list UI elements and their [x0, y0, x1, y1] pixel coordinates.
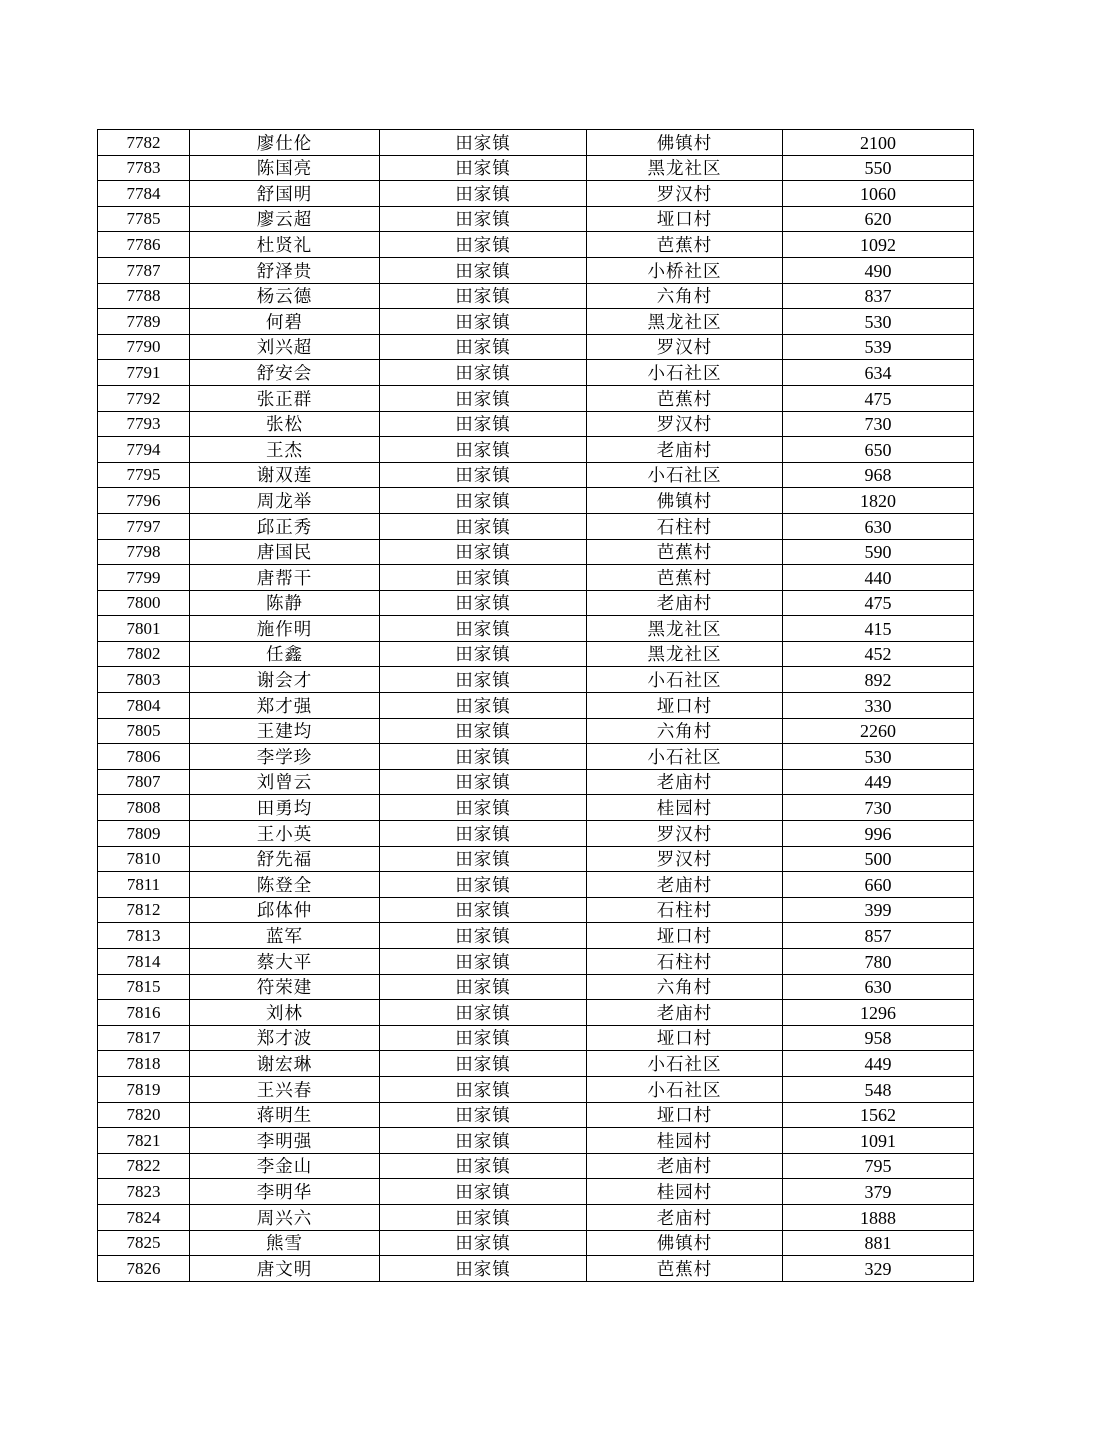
- village-cell: 六角村: [587, 718, 783, 744]
- row-number-cell: 7824: [98, 1204, 190, 1230]
- row-number-cell: 7794: [98, 437, 190, 463]
- town-cell: 田家镇: [380, 897, 587, 923]
- person-name-cell: 施作明: [190, 616, 380, 642]
- person-name-cell: 郑才强: [190, 693, 380, 719]
- town-cell: 田家镇: [380, 949, 587, 975]
- table-row: [98, 1230, 974, 1256]
- village-cell: 老庙村: [587, 437, 783, 463]
- town-cell: 田家镇: [380, 718, 587, 744]
- table-row: [98, 1000, 974, 1026]
- amount-cell: 530: [783, 309, 974, 335]
- village-cell: 佛镇村: [587, 1230, 783, 1256]
- town-cell: 田家镇: [380, 693, 587, 719]
- row-number-cell: 7816: [98, 1000, 190, 1026]
- person-name-cell: 刘林: [190, 1000, 380, 1026]
- table-row: [98, 513, 974, 539]
- amount-cell: 500: [783, 846, 974, 872]
- table-row: [98, 411, 974, 437]
- person-name-cell: 李学珍: [190, 744, 380, 770]
- village-cell: 罗汉村: [587, 181, 783, 207]
- amount-cell: 475: [783, 385, 974, 411]
- amount-cell: 660: [783, 872, 974, 898]
- table-row: [98, 693, 974, 719]
- table-row: [98, 1256, 974, 1282]
- town-cell: 田家镇: [380, 513, 587, 539]
- town-cell: 田家镇: [380, 1256, 587, 1282]
- town-cell: 田家镇: [380, 1025, 587, 1051]
- table-row: [98, 769, 974, 795]
- amount-cell: 630: [783, 513, 974, 539]
- town-cell: 田家镇: [380, 437, 587, 463]
- row-number-cell: 7796: [98, 488, 190, 514]
- amount-cell: 440: [783, 565, 974, 591]
- village-cell: 芭蕉村: [587, 385, 783, 411]
- row-number-cell: 7791: [98, 360, 190, 386]
- village-cell: 六角村: [587, 974, 783, 1000]
- row-number-cell: 7798: [98, 539, 190, 565]
- village-cell: 垭口村: [587, 1102, 783, 1128]
- town-cell: 田家镇: [380, 206, 587, 232]
- row-number-cell: 7818: [98, 1051, 190, 1077]
- village-cell: 老庙村: [587, 590, 783, 616]
- table-row: [98, 616, 974, 642]
- town-cell: 田家镇: [380, 309, 587, 335]
- person-name-cell: 周龙举: [190, 488, 380, 514]
- table-row: [98, 539, 974, 565]
- roster-table-body: [98, 130, 974, 1282]
- village-cell: 老庙村: [587, 769, 783, 795]
- row-number-cell: 7784: [98, 181, 190, 207]
- town-cell: 田家镇: [380, 155, 587, 181]
- amount-cell: 550: [783, 155, 974, 181]
- amount-cell: 620: [783, 206, 974, 232]
- table-row: [98, 206, 974, 232]
- row-number-cell: 7803: [98, 667, 190, 693]
- amount-cell: 857: [783, 923, 974, 949]
- table-row: [98, 974, 974, 1000]
- village-cell: 小石社区: [587, 360, 783, 386]
- row-number-cell: 7799: [98, 565, 190, 591]
- village-cell: 垭口村: [587, 1025, 783, 1051]
- amount-cell: 1060: [783, 181, 974, 207]
- amount-cell: 2100: [783, 130, 974, 156]
- row-number-cell: 7805: [98, 718, 190, 744]
- amount-cell: 780: [783, 949, 974, 975]
- person-name-cell: 邱体仲: [190, 897, 380, 923]
- row-number-cell: 7807: [98, 769, 190, 795]
- table-row: [98, 1102, 974, 1128]
- row-number-cell: 7810: [98, 846, 190, 872]
- person-name-cell: 唐国民: [190, 539, 380, 565]
- town-cell: 田家镇: [380, 923, 587, 949]
- amount-cell: 548: [783, 1076, 974, 1102]
- table-row: [98, 181, 974, 207]
- amount-cell: 449: [783, 769, 974, 795]
- person-name-cell: 田勇均: [190, 795, 380, 821]
- village-cell: 黑龙社区: [587, 641, 783, 667]
- person-name-cell: 杜贤礼: [190, 232, 380, 258]
- amount-cell: 1562: [783, 1102, 974, 1128]
- person-name-cell: 蒋明生: [190, 1102, 380, 1128]
- person-name-cell: 舒安会: [190, 360, 380, 386]
- amount-cell: 449: [783, 1051, 974, 1077]
- town-cell: 田家镇: [380, 539, 587, 565]
- town-cell: 田家镇: [380, 1204, 587, 1230]
- row-number-cell: 7808: [98, 795, 190, 821]
- person-name-cell: 张正群: [190, 385, 380, 411]
- town-cell: 田家镇: [380, 181, 587, 207]
- village-cell: 黑龙社区: [587, 616, 783, 642]
- town-cell: 田家镇: [380, 1153, 587, 1179]
- person-name-cell: 陈国亮: [190, 155, 380, 181]
- table-row: [98, 744, 974, 770]
- table-row: [98, 1128, 974, 1154]
- table-row: [98, 872, 974, 898]
- person-name-cell: 蔡大平: [190, 949, 380, 975]
- town-cell: 田家镇: [380, 795, 587, 821]
- village-cell: 罗汉村: [587, 846, 783, 872]
- table-row: [98, 897, 974, 923]
- table-row: [98, 1179, 974, 1205]
- village-cell: 芭蕉村: [587, 232, 783, 258]
- village-cell: 石柱村: [587, 949, 783, 975]
- village-cell: 罗汉村: [587, 821, 783, 847]
- row-number-cell: 7812: [98, 897, 190, 923]
- village-cell: 桂园村: [587, 1128, 783, 1154]
- village-cell: 黑龙社区: [587, 155, 783, 181]
- amount-cell: 399: [783, 897, 974, 923]
- town-cell: 田家镇: [380, 130, 587, 156]
- table-row: [98, 821, 974, 847]
- village-cell: 芭蕉村: [587, 565, 783, 591]
- person-name-cell: 谢宏琳: [190, 1051, 380, 1077]
- table-row: [98, 309, 974, 335]
- table-row: [98, 1204, 974, 1230]
- town-cell: 田家镇: [380, 462, 587, 488]
- village-cell: 罗汉村: [587, 334, 783, 360]
- person-name-cell: 李金山: [190, 1153, 380, 1179]
- town-cell: 田家镇: [380, 1230, 587, 1256]
- town-cell: 田家镇: [380, 667, 587, 693]
- table-row: [98, 718, 974, 744]
- town-cell: 田家镇: [380, 616, 587, 642]
- person-name-cell: 陈登全: [190, 872, 380, 898]
- amount-cell: 968: [783, 462, 974, 488]
- town-cell: 田家镇: [380, 821, 587, 847]
- row-number-cell: 7785: [98, 206, 190, 232]
- town-cell: 田家镇: [380, 232, 587, 258]
- village-cell: 老庙村: [587, 1000, 783, 1026]
- person-name-cell: 廖仕伦: [190, 130, 380, 156]
- village-cell: 老庙村: [587, 872, 783, 898]
- village-cell: 小石社区: [587, 462, 783, 488]
- amount-cell: 795: [783, 1153, 974, 1179]
- amount-cell: 837: [783, 283, 974, 309]
- row-number-cell: 7826: [98, 1256, 190, 1282]
- row-number-cell: 7814: [98, 949, 190, 975]
- table-row: [98, 488, 974, 514]
- person-name-cell: 周兴六: [190, 1204, 380, 1230]
- town-cell: 田家镇: [380, 488, 587, 514]
- town-cell: 田家镇: [380, 1000, 587, 1026]
- row-number-cell: 7792: [98, 385, 190, 411]
- village-cell: 小石社区: [587, 1051, 783, 1077]
- row-number-cell: 7783: [98, 155, 190, 181]
- table-row: [98, 641, 974, 667]
- amount-cell: 539: [783, 334, 974, 360]
- village-cell: 老庙村: [587, 1204, 783, 1230]
- village-cell: 垭口村: [587, 206, 783, 232]
- table-row: [98, 155, 974, 181]
- table-row: [98, 130, 974, 156]
- person-name-cell: 熊雪: [190, 1230, 380, 1256]
- person-name-cell: 唐帮干: [190, 565, 380, 591]
- village-cell: 佛镇村: [587, 130, 783, 156]
- row-number-cell: 7825: [98, 1230, 190, 1256]
- row-number-cell: 7790: [98, 334, 190, 360]
- person-name-cell: 蓝军: [190, 923, 380, 949]
- row-number-cell: 7820: [98, 1102, 190, 1128]
- village-cell: 垭口村: [587, 923, 783, 949]
- amount-cell: 650: [783, 437, 974, 463]
- person-name-cell: 李明华: [190, 1179, 380, 1205]
- town-cell: 田家镇: [380, 872, 587, 898]
- person-name-cell: 张松: [190, 411, 380, 437]
- amount-cell: 634: [783, 360, 974, 386]
- person-name-cell: 何碧: [190, 309, 380, 335]
- town-cell: 田家镇: [380, 846, 587, 872]
- table-row: [98, 923, 974, 949]
- town-cell: 田家镇: [380, 769, 587, 795]
- table-row: [98, 232, 974, 258]
- town-cell: 田家镇: [380, 641, 587, 667]
- amount-cell: 996: [783, 821, 974, 847]
- amount-cell: 958: [783, 1025, 974, 1051]
- amount-cell: 881: [783, 1230, 974, 1256]
- amount-cell: 630: [783, 974, 974, 1000]
- row-number-cell: 7823: [98, 1179, 190, 1205]
- person-name-cell: 陈静: [190, 590, 380, 616]
- table-row: [98, 334, 974, 360]
- amount-cell: 530: [783, 744, 974, 770]
- amount-cell: 415: [783, 616, 974, 642]
- town-cell: 田家镇: [380, 565, 587, 591]
- table-row: [98, 385, 974, 411]
- town-cell: 田家镇: [380, 590, 587, 616]
- row-number-cell: 7788: [98, 283, 190, 309]
- person-name-cell: 刘曾云: [190, 769, 380, 795]
- town-cell: 田家镇: [380, 1179, 587, 1205]
- row-number-cell: 7817: [98, 1025, 190, 1051]
- row-number-cell: 7804: [98, 693, 190, 719]
- town-cell: 田家镇: [380, 1076, 587, 1102]
- row-number-cell: 7797: [98, 513, 190, 539]
- town-cell: 田家镇: [380, 257, 587, 283]
- table-row: [98, 949, 974, 975]
- person-name-cell: 廖云超: [190, 206, 380, 232]
- table-row: [98, 437, 974, 463]
- village-cell: 芭蕉村: [587, 539, 783, 565]
- amount-cell: 1092: [783, 232, 974, 258]
- person-name-cell: 任鑫: [190, 641, 380, 667]
- amount-cell: 1296: [783, 1000, 974, 1026]
- row-number-cell: 7809: [98, 821, 190, 847]
- row-number-cell: 7821: [98, 1128, 190, 1154]
- person-name-cell: 杨云德: [190, 283, 380, 309]
- table-row: [98, 795, 974, 821]
- amount-cell: 1820: [783, 488, 974, 514]
- row-number-cell: 7813: [98, 923, 190, 949]
- town-cell: 田家镇: [380, 385, 587, 411]
- row-number-cell: 7793: [98, 411, 190, 437]
- table-row: [98, 1051, 974, 1077]
- person-name-cell: 舒先福: [190, 846, 380, 872]
- amount-cell: 730: [783, 411, 974, 437]
- person-name-cell: 唐文明: [190, 1256, 380, 1282]
- town-cell: 田家镇: [380, 360, 587, 386]
- row-number-cell: 7815: [98, 974, 190, 1000]
- row-number-cell: 7800: [98, 590, 190, 616]
- row-number-cell: 7789: [98, 309, 190, 335]
- person-name-cell: 郑才波: [190, 1025, 380, 1051]
- village-cell: 芭蕉村: [587, 1256, 783, 1282]
- row-number-cell: 7811: [98, 872, 190, 898]
- table-row: [98, 462, 974, 488]
- person-name-cell: 刘兴超: [190, 334, 380, 360]
- amount-cell: 892: [783, 667, 974, 693]
- person-name-cell: 符荣建: [190, 974, 380, 1000]
- town-cell: 田家镇: [380, 744, 587, 770]
- row-number-cell: 7787: [98, 257, 190, 283]
- person-name-cell: 王小英: [190, 821, 380, 847]
- amount-cell: 1888: [783, 1204, 974, 1230]
- person-name-cell: 李明强: [190, 1128, 380, 1154]
- town-cell: 田家镇: [380, 283, 587, 309]
- table-row: [98, 283, 974, 309]
- row-number-cell: 7819: [98, 1076, 190, 1102]
- amount-cell: 329: [783, 1256, 974, 1282]
- table-row: [98, 846, 974, 872]
- roster-table: [97, 129, 974, 1282]
- row-number-cell: 7822: [98, 1153, 190, 1179]
- town-cell: 田家镇: [380, 334, 587, 360]
- town-cell: 田家镇: [380, 411, 587, 437]
- amount-cell: 475: [783, 590, 974, 616]
- person-name-cell: 谢双莲: [190, 462, 380, 488]
- row-number-cell: 7806: [98, 744, 190, 770]
- village-cell: 桂园村: [587, 795, 783, 821]
- table-row: [98, 667, 974, 693]
- row-number-cell: 7795: [98, 462, 190, 488]
- amount-cell: 452: [783, 641, 974, 667]
- row-number-cell: 7786: [98, 232, 190, 258]
- village-cell: 老庙村: [587, 1153, 783, 1179]
- village-cell: 罗汉村: [587, 411, 783, 437]
- village-cell: 石柱村: [587, 897, 783, 923]
- town-cell: 田家镇: [380, 1102, 587, 1128]
- village-cell: 垭口村: [587, 693, 783, 719]
- table-row: [98, 1153, 974, 1179]
- village-cell: 石柱村: [587, 513, 783, 539]
- amount-cell: 490: [783, 257, 974, 283]
- table-row: [98, 360, 974, 386]
- amount-cell: 2260: [783, 718, 974, 744]
- table-row: [98, 1076, 974, 1102]
- town-cell: 田家镇: [380, 1051, 587, 1077]
- village-cell: 小石社区: [587, 667, 783, 693]
- person-name-cell: 王建均: [190, 718, 380, 744]
- person-name-cell: 舒国明: [190, 181, 380, 207]
- row-number-cell: 7801: [98, 616, 190, 642]
- amount-cell: 379: [783, 1179, 974, 1205]
- row-number-cell: 7782: [98, 130, 190, 156]
- village-cell: 六角村: [587, 283, 783, 309]
- village-cell: 小石社区: [587, 744, 783, 770]
- person-name-cell: 舒泽贵: [190, 257, 380, 283]
- row-number-cell: 7802: [98, 641, 190, 667]
- town-cell: 田家镇: [380, 974, 587, 1000]
- village-cell: 桂园村: [587, 1179, 783, 1205]
- table-row: [98, 1025, 974, 1051]
- village-cell: 黑龙社区: [587, 309, 783, 335]
- amount-cell: 330: [783, 693, 974, 719]
- amount-cell: 590: [783, 539, 974, 565]
- amount-cell: 1091: [783, 1128, 974, 1154]
- village-cell: 小桥社区: [587, 257, 783, 283]
- table-row: [98, 257, 974, 283]
- table-row: [98, 565, 974, 591]
- table-row: [98, 590, 974, 616]
- person-name-cell: 谢会才: [190, 667, 380, 693]
- person-name-cell: 王杰: [190, 437, 380, 463]
- person-name-cell: 王兴春: [190, 1076, 380, 1102]
- amount-cell: 730: [783, 795, 974, 821]
- village-cell: 小石社区: [587, 1076, 783, 1102]
- village-cell: 佛镇村: [587, 488, 783, 514]
- person-name-cell: 邱正秀: [190, 513, 380, 539]
- town-cell: 田家镇: [380, 1128, 587, 1154]
